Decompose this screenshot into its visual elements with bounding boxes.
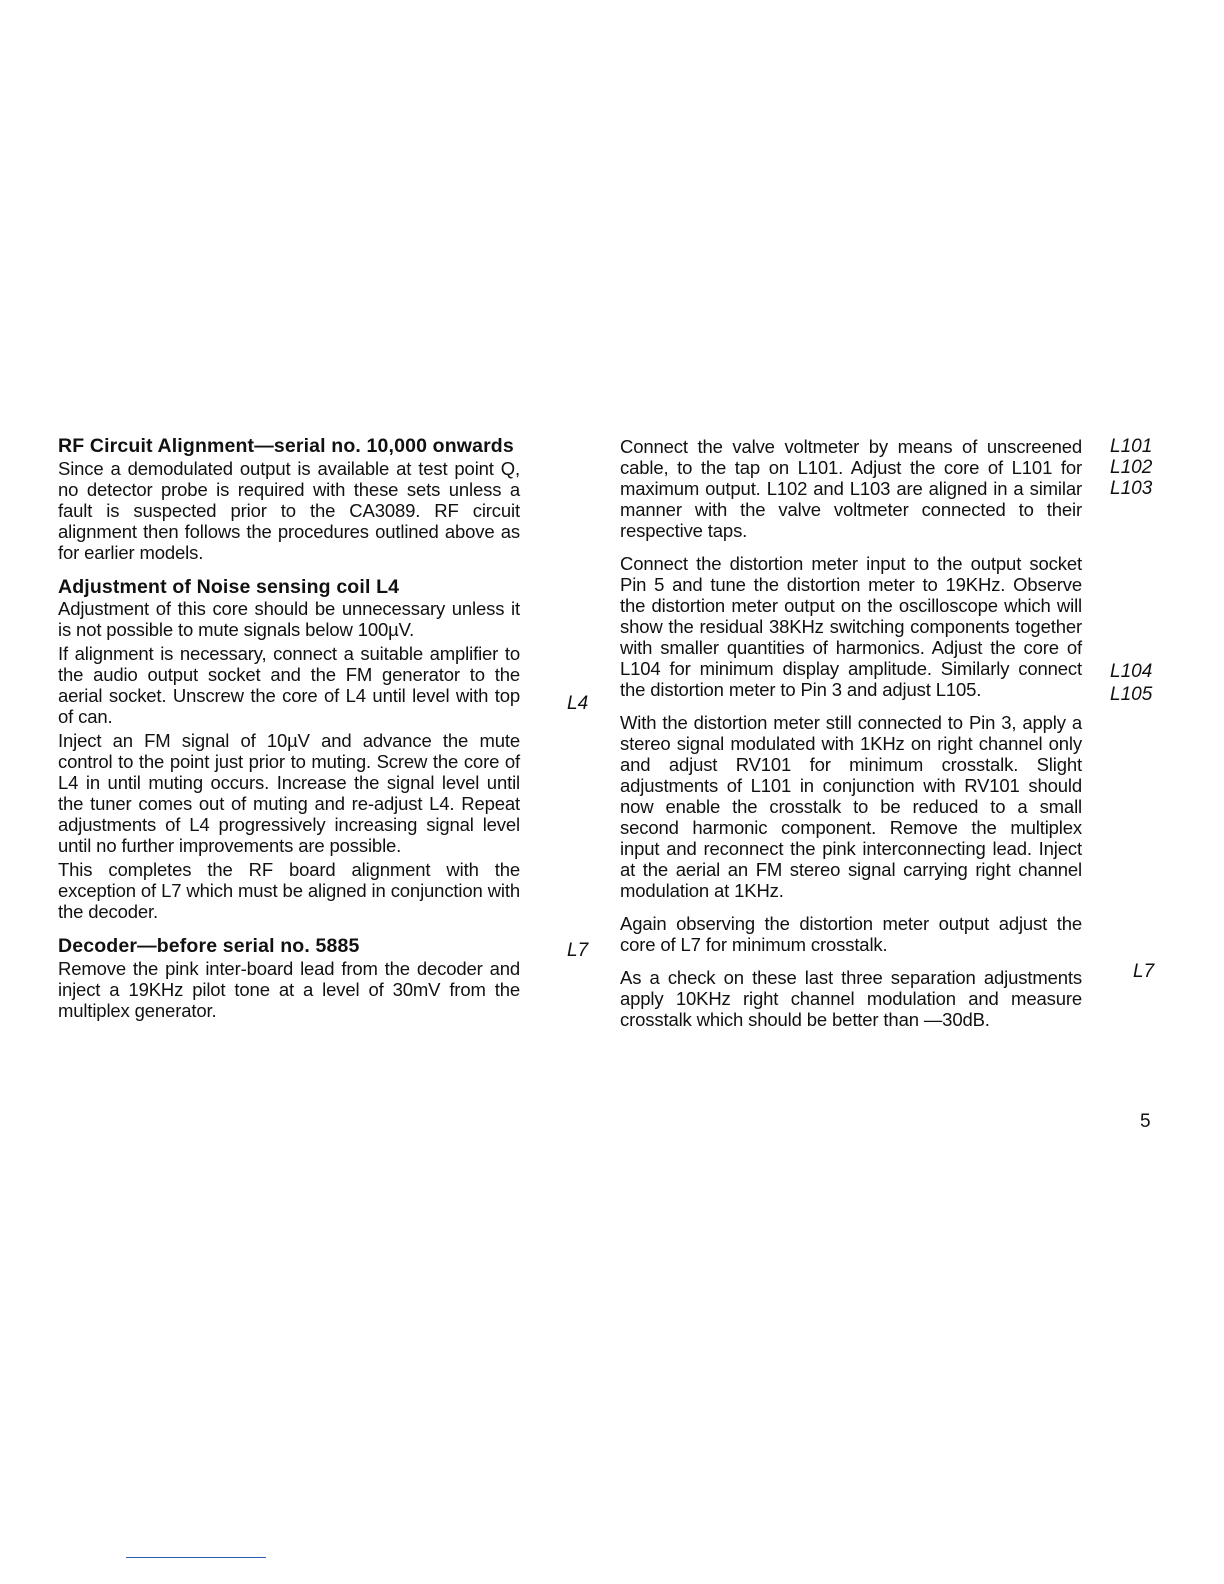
heading-decoder: Decoder—before serial no. 5885 [58,935,360,957]
left-column [58,436,520,1021]
right-para-2: Connect the distortion meter input to the output socket Pin 5 and tune the distortion meter to 19KHz. Observe the distortion meter output on the oscilloscope which will show the residual 38KHz switching components together with smaller quantities of harmonics. Adjust the core of L104 for minimum display amplitude. Similarly connect the distortion meter to Pin 3 and adjust L105. [620,553,1082,700]
page-number: 5 [1140,1111,1151,1132]
margin-label-l103: L103 [1110,478,1153,499]
right-para-5: As a check on these last three separation adjustments apply 10KHz right channel modulation and measure crosstalk which should be better than —30dB. [620,967,1082,1030]
rf-alignment-body: Since a demodulated output is available at test point Q, no detector probe is required with these sets unless a fault is suspected prior to the CA3089. RF circuit alignment then follows the procedures outlined above as for earlier models. [58,457,520,563]
right-para-1: Connect the valve voltmeter by means of unscreened cable, to the tap on L101. Adjust the core of L101 for maximum output. L102 and L103 are aligned in a similar manner with the valve voltmeter connected to their respective taps. [620,436,1082,541]
right-column [620,436,1082,1030]
noise-coil-para-2: If alignment is necessary, connect a suitable amplifier to the audio output socket and the FM generator to the aerial socket. Unscrew the core of L4 until level with top of can. [58,643,520,727]
footnote-divider [126,1557,266,1558]
decoder-body: Remove the pink inter-board lead from the decoder and inject a 19KHz pilot tone at a level of 30mV from the multiplex generator. [58,957,520,1021]
margin-label-l102: L102 [1110,457,1153,478]
heading-noise-sensing-coil: Adjustment of Noise sensing coil L4 [58,575,400,598]
noise-coil-para-4: This completes the RF board alignment with the exception of L7 which must be aligned in conjunction with the decoder. [58,859,520,922]
margin-label-l4: L4 [567,693,589,714]
noise-coil-para-1: Adjustment of this core should be unnecessary unless it is not possible to mute signals below 100µV. [58,598,520,640]
right-para-4: Again observing the distortion meter output adjust the core of L7 for minimum crosstalk. [620,913,1082,955]
margin-label-l7-middle: L7 [567,940,589,961]
margin-label-l101: L101 [1110,436,1153,457]
margin-label-l105: L105 [1110,684,1153,705]
noise-coil-para-3: Inject an FM signal of 10µV and advance the mute control to the point just prior to muting. Screw the core of L4 in until muting occurs. Increase the signal level until the tuner comes out of muting and re-adjust L4. Repeat adjustments of L4 progressively increasing signal level until no further improvements are possible. [58,730,520,856]
right-para-3: With the distortion meter still connected to Pin 3, apply a stereo signal modulated with 1KHz on right channel only and adjust RV101 for minimum crosstalk. Slight adjustments of L101 in conjunction with RV101 should now enable the crosstalk to be reduced to a small second harmonic component. Remove the multiplex input and reconnect the pink interconnecting lead. Inject at the aerial an FM stereo signal carrying right channel modulation at 1KHz. [620,712,1082,901]
margin-label-l104: L104 [1110,661,1153,682]
heading-rf-circuit-alignment: RF Circuit Alignment—serial no. 10,000 onwards [58,435,514,457]
margin-label-l7-right: L7 [1133,961,1155,982]
